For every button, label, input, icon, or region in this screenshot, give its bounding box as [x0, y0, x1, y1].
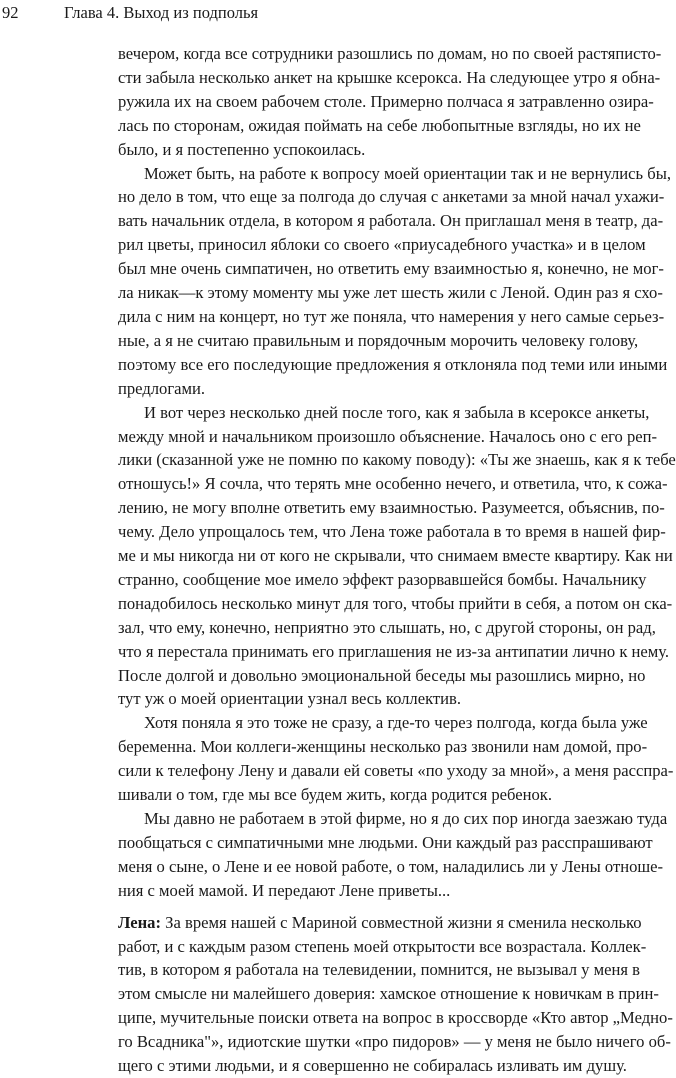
text-line: И вот через несколько дней после того, как я забыла в ксероксе анкеты,	[144, 402, 650, 422]
text-line: рил цветы, приносил яблоки со своего «приусадебного участка» и в целом	[118, 235, 646, 255]
text-line: беременна. Мои коллеги-женщины несколько раз звонили нам домой, про-	[118, 737, 648, 757]
text-line	[118, 911, 642, 935]
text-line: меня о сыне, о Лене и ее новой работе, о том, наладились ли у Лены отноше-	[118, 856, 664, 876]
paragraph	[118, 807, 668, 903]
paragraph	[118, 401, 676, 712]
text-line: После долгой и довольно эмоциональной беседы мы разошлись мирно, но	[118, 665, 646, 685]
dialogue-first-line: За время нашей с Мариной совместной жизни я сменила несколько	[165, 912, 642, 932]
text-line: странно, сообщение мое имело эффект разорвавшейся бомбы. Начальнику	[118, 569, 647, 589]
text-line: зал, что ему, конечно, неприятно это слышать, но, с другой стороны, он рад,	[118, 617, 656, 637]
text-line: вать начальник отдела, в котором я работала. Он приглашал меня в театр, да-	[118, 211, 664, 231]
chapter-title: Глава 4. Выход из подполья	[64, 3, 259, 22]
text-line: сти забыла несколько анкет на крышке ксерокса. На следующее утро я обна-	[118, 67, 661, 87]
text-line: ме и мы никогда ни от кого не скрывали, что снимаем вместе квартиру. Как ни	[118, 546, 673, 566]
text-line: сили к телефону Лену и давали ей советы «по уходу за мной», а меня расспра-	[118, 761, 674, 781]
text-line: Может быть, на работе к вопросу моей ориентации так и не вернулись бы,	[144, 163, 671, 183]
text-line: лики (сказанной уже не помню по какому поводу): «Ты же знаешь, как я к тебе	[118, 450, 676, 470]
text-line: отношусь!» Я сочла, что терять мне особенно нечего, и ответила, что, к сожа-	[118, 474, 668, 494]
text-line: ла никак—к этому моменту мы уже лет шесть жили с Леной. Один раз я схо-	[118, 283, 663, 303]
text-line: ния с моей мамой. И передают Лене приветы...	[118, 880, 451, 900]
text-line: между мной и начальником произошло объяснение. Началось оно с его реп-	[118, 426, 658, 446]
text-line: щего с этими людьми, и я совершенно не собиралась изливать им душу.	[118, 1056, 627, 1076]
section-gap	[118, 903, 612, 911]
paragraph	[118, 711, 674, 807]
text-line: Хотя поняла я это тоже не сразу, а где-то через полгода, когда была уже	[144, 713, 648, 733]
text-line: было, и я постепенно успокоилась.	[118, 139, 366, 159]
running-head	[0, 2, 620, 24]
text-line: пообщаться с симпатичными мне людьми. Они каждый раз расспрашивают	[118, 832, 653, 852]
text-line: лению, не могу вполне ответить ему взаимностью. Разумеется, объяснив, по-	[118, 498, 665, 518]
text-line: Мы давно не работаем в этой фирме, но я до сих пор иногда заезжаю туда	[144, 809, 668, 828]
text-line: был мне очень симпатичен, но ответить ему взаимностью я, конечно, не мог-	[118, 259, 664, 279]
text-line: ципе, мучительные поиски ответа на вопрос в кроссворде «Кто автор „Медно-	[118, 1008, 673, 1028]
text-line: но дело в том, что еще за полгода до случая с анкетами за мной начал ухажи-	[118, 187, 665, 207]
text-line: ружила их на своем рабочем столе. Примерно полчаса я затравленно озира-	[118, 91, 654, 111]
speaker-name: Лена:	[118, 912, 161, 932]
text-line: предлогами.	[118, 378, 206, 398]
dialogue-block	[118, 911, 673, 1078]
text-line: шивали о том, где мы все будем жить, когда родится ребенок.	[118, 785, 553, 805]
text-line: вечером, когда все сотрудники разошлись по домам, но по своей растяписто-	[118, 44, 662, 63]
text-line: работ, и с каждым разом степень моей открытости все возрастала. Коллек-	[118, 936, 647, 956]
text-line: чему. Дело упрощалось тем, что Лена тоже работала в то время в нашей фир-	[118, 522, 666, 542]
text-line: ные, а я не считаю правильным и порядочным морочить человеку голову,	[118, 330, 639, 350]
body-text	[118, 42, 676, 1078]
text-line: дила с ним на концерт, но тут же поняла, что намерения у него самые серьез-	[118, 306, 665, 326]
text-line: этом смысле ни малейшего доверия: хамское отношение к новичкам в прин-	[118, 984, 659, 1004]
paragraph	[118, 162, 671, 401]
text-line: тут уж о моей ориентации узнал весь коллектив.	[118, 689, 462, 709]
page-number: 92	[2, 3, 19, 22]
text-line: лась по сторонам, ожидая поймать на себе любопытные взгляды, но их не	[118, 115, 641, 135]
text-line: что я перестала принимать его приглашения не из-за антипатии лично к нему.	[118, 641, 670, 661]
text-line: понадобилось несколько минут для того, чтобы прийти в себя, а потом он ска-	[118, 593, 673, 613]
text-line: го Всадника"», идиотские шутки «про пидоров» — у меня не было ничего об-	[118, 1032, 671, 1052]
text-line: тив, в котором я работала на телевидении, помнится, не вызывал у меня в	[118, 960, 640, 980]
text-line: поэтому все его последующие предложения я отклоняла под теми или иными	[118, 354, 668, 374]
paragraph	[118, 42, 662, 162]
